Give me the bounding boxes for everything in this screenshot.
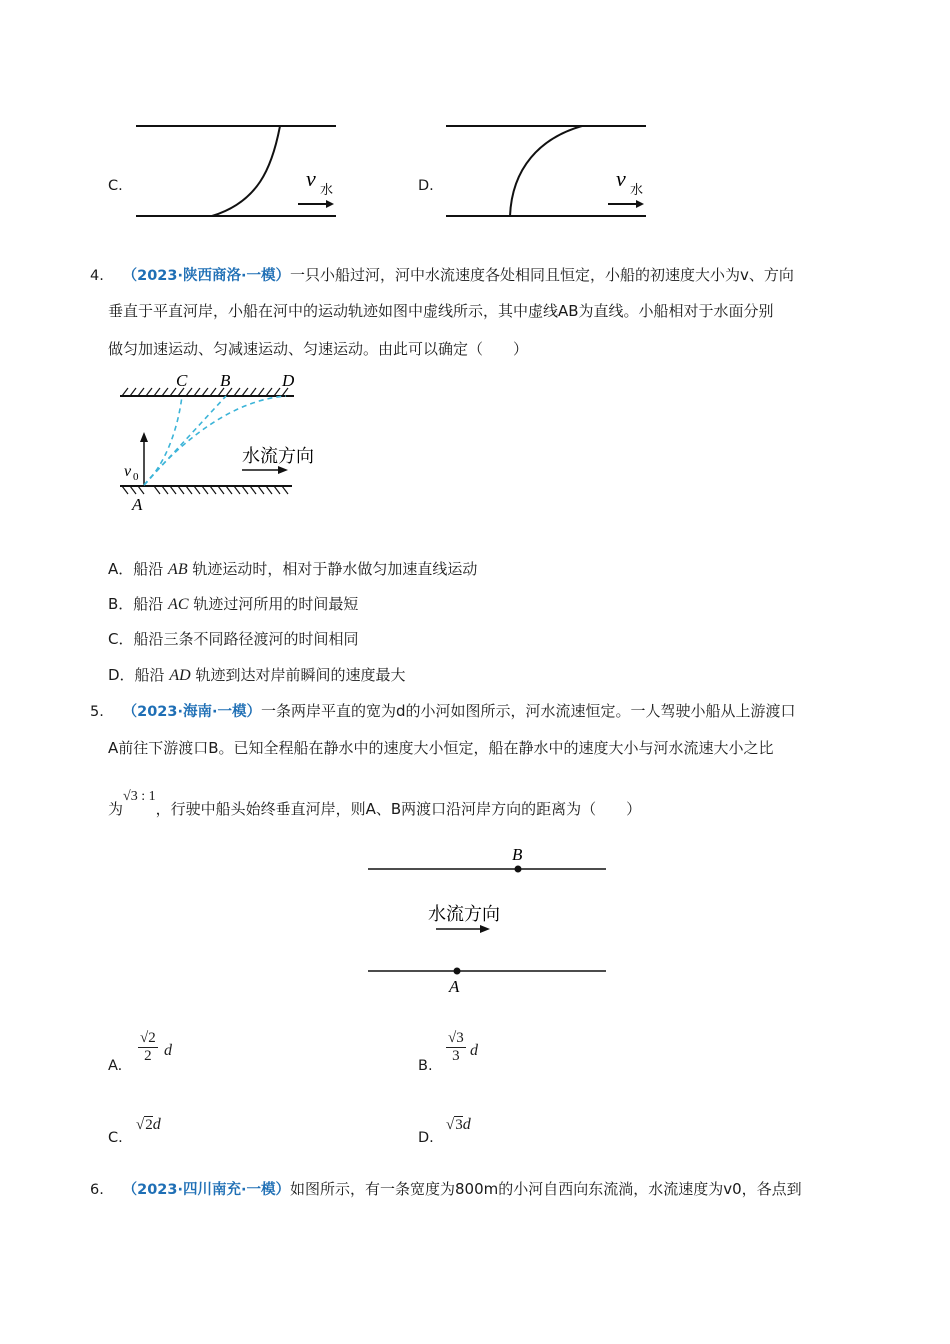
q5-option-b[interactable] [418,1030,538,1090]
q5-option-a-den: 2 [144,1048,152,1065]
q5-option-c[interactable] [108,1114,228,1148]
question-5-source: （2023·海南·一模） [122,704,261,720]
q5-option-d-sqrt: √3d [446,1116,471,1133]
point-a [454,968,461,975]
ratio-value: 3 : 1 [130,789,156,804]
q4-option-d[interactable] [108,664,405,685]
question-4-line-1 [90,264,794,285]
point-c-label: C [176,371,188,390]
q4-option-c-label: C．船沿三条不同路径渡河的时间相同 [108,630,359,648]
trajectory-ac [144,396,182,485]
v-water-sub-c: 水 [320,182,334,197]
q4-option-c[interactable] [108,628,358,649]
q4-option-d-label: D．船沿 [108,666,165,684]
top-bank-hatching [122,388,288,396]
q4-option-b-text: 轨迹过河所用的时间最短 [193,595,359,613]
question-6-source: （2023·四川南充·一模） [122,1182,290,1198]
point-b [515,866,522,873]
v0-sub: 0 [133,471,139,483]
option-d-label: D. [418,178,434,194]
v-water-symbol-c: v [306,166,316,191]
flow-direction-label-q4: 水流方向 [242,446,314,467]
question-4-number: 4. [90,268,104,284]
point-d-label: D [282,371,295,390]
q5-point-a-label: A [449,977,460,996]
question-6-line-1 [90,1178,802,1199]
q4-option-a-text: 轨迹运动时，相对于静水做匀加速直线运动 [192,560,478,578]
q4-option-a-var: AB [168,561,188,578]
q5-point-b-label: B [512,845,523,864]
q4-option-b-label: B．船沿 [108,595,164,613]
question-4-source: （2023·陕西商洛·一模） [122,268,290,284]
q4-option-b[interactable] [108,593,358,614]
option-c-label: C. [108,178,123,194]
v-water-symbol-d: v [616,166,626,191]
q5-option-a-num: 2 [148,1030,156,1046]
q5-option-a-var: d [164,1042,172,1059]
q5-option-a-label: A. [108,1058,123,1074]
q5-option-c-label: C. [108,1130,123,1146]
question-5-line-3 [108,789,642,819]
question-4-figure [114,368,314,518]
q4-option-a-label: A．船沿 [108,560,164,578]
flow-direction-label-q5: 水流方向 [428,904,500,925]
q5-option-b-var: d [470,1042,478,1059]
q5-option-c-var: d [152,1116,161,1133]
question-4-line-3: 做匀加速运动、匀减速运动、匀速运动。由此可以确定（ ） [108,340,529,358]
q5-option-b-num: 3 [456,1030,464,1046]
trajectory-ad [144,396,286,485]
question-5-text-1: 一条两岸平直的宽为d的小河如图所示，河水流速恒定。一人驾驶小船从上游渡口 [261,702,796,720]
q5-option-c-rad: 2 [145,1117,153,1133]
q4-option-d-text: 轨迹到达对岸前瞬间的速度最大 [195,666,406,684]
v0-label: v [124,463,132,480]
question-4-text-1: 一只小船过河，河中水流速度各处相同且恒定，小船的初速度大小为v、方向 [290,266,794,284]
q5-option-c-sqrt: √2d [136,1116,161,1133]
question-5-number: 5. [90,704,104,720]
option-d-diagram [440,118,655,224]
q4-option-a[interactable] [108,558,477,579]
q5-option-b-label: B. [418,1058,433,1074]
option-c-diagram [130,118,345,224]
q5-option-b-fraction: $\frac{√3}{3}$ [448,1030,464,1065]
q5-option-d[interactable] [418,1114,538,1148]
v-water-sub-d: 水 [630,182,644,197]
question-5-text-3-pre: 为 [108,800,124,818]
q5-option-d-var: d [462,1116,471,1133]
question-5-line-2: A前往下游渡口B。已知全程船在静水中的速度大小恒定，船在静水中的速度大小与河水流速大小之比 [108,739,774,757]
question-4-line-2: 垂直于平直河岸，小船在河中的运动轨迹如图中虚线所示，其中虚线AB为直线。小船相对于水面分别 [108,302,774,320]
q5-option-a-fraction: $\frac{√2}{2}$ [140,1030,156,1065]
bottom-bank-hatching [122,486,288,494]
q5-option-d-rad: 3 [455,1117,463,1133]
question-6-text-1: 如图所示，有一条宽度为800m的小河自西向东流淌，水流速度为v0，各点到 [290,1180,802,1198]
ratio-sqrt: √3 : 1 [123,789,156,804]
q5-option-b-den: 3 [452,1048,460,1065]
question-6-number: 6. [90,1182,104,1198]
question-5-figure [360,840,620,1000]
q4-option-b-var: AC [168,596,189,613]
question-5-line-1 [90,700,796,721]
question-5-text-3-post: ，行驶中船头始终垂直河岸，则A、B两渡口沿河岸方向的距离为（ ） [155,800,642,818]
point-a-label: A [132,495,143,514]
q5-option-a[interactable] [108,1030,228,1090]
q4-option-d-var: AD [169,667,191,684]
point-b-label: B [220,371,231,390]
q5-option-d-label: D. [418,1130,434,1146]
